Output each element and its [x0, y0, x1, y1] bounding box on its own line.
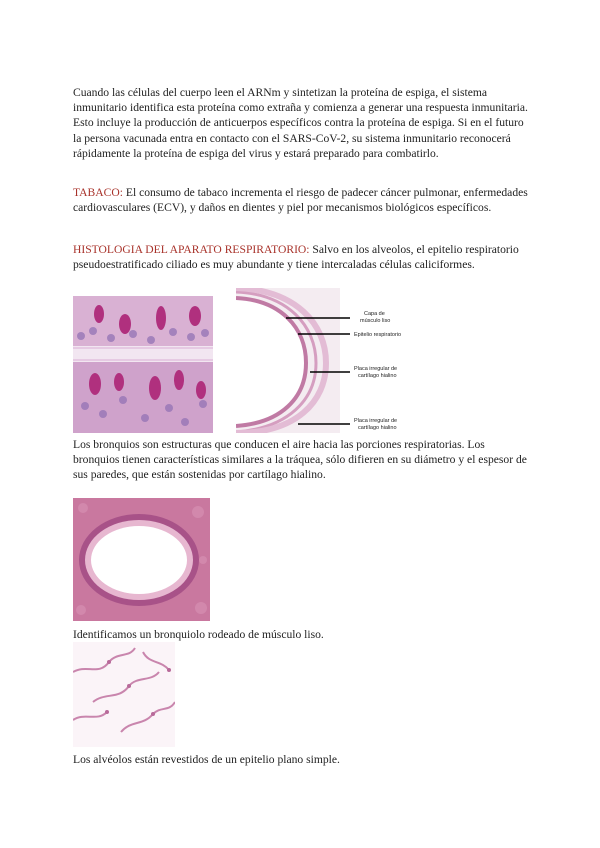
alveoli-micrograph: [73, 642, 175, 747]
label-placa-2: cartílago hialino: [358, 373, 397, 379]
label-musculo-liso-2: músculo liso: [360, 318, 391, 324]
bronquios-paragraph: Los bronquios son estructuras que conducen el aire hacia las porciones respiratorias. Los bronquios tienen características similares a la tráquea, sólo difieren en su diámetro y el espesor de sus paredes, que están sostenidas por cartílago hialino.: [73, 438, 527, 482]
label-placa2-2: cartílago hialino: [358, 425, 397, 431]
epithelium-micrograph: [73, 296, 213, 433]
tabaco-paragraph: [73, 185, 528, 215]
tabaco-heading: TABACO:: [73, 186, 123, 199]
histologia-paragraph: [73, 242, 528, 272]
histologia-text: Salvo en los alveolos, el epitelio respiratorio pseudoestratificado ciliado es muy abundante y tiene intercaladas células caliciformes.: [73, 243, 519, 272]
bronchiole-micrograph: [73, 498, 210, 621]
label-placa2-1: Placa irregular de: [354, 418, 398, 424]
label-placa-1: Placa irregular de: [354, 366, 398, 372]
tabaco-text: El consumo de tabaco incrementa el riesgo de padecer cáncer pulmonar, enfermedades cardiovasculares (ECV), y daños en dientes y piel por mecanismos biológicos específicos.: [73, 186, 528, 215]
label-musculo-liso-1: Capa de: [364, 311, 385, 317]
bronquiolo-caption: Identificamos un bronquiolo rodeado de músculo liso.: [73, 628, 324, 641]
bronchus-micrograph: [236, 288, 418, 433]
histologia-heading: HISTOLOGIA DEL APARATO RESPIRATORIO:: [73, 243, 310, 256]
alveolos-caption: Los alvéolos están revestidos de un epitelio plano simple.: [73, 753, 340, 766]
label-epitelio: Epitelio respiratorio: [354, 332, 402, 338]
intro-paragraph: Cuando las células del cuerpo leen el ARNm y sintetizan la proteína de espiga, el sistema inmunitario identifica esta proteína como extraña y comienza a generar una respuesta inmunitaria. Esto incluye la producción de anticuerpos específicos contra la proteína de espiga. Si en el futuro la persona vacunada entra en contacto con el SARS-CoV-2, su sistema inmunitario reconocerá rápidamente la proteína de espiga del virus y estará preparado para combatirlo.: [73, 86, 528, 160]
